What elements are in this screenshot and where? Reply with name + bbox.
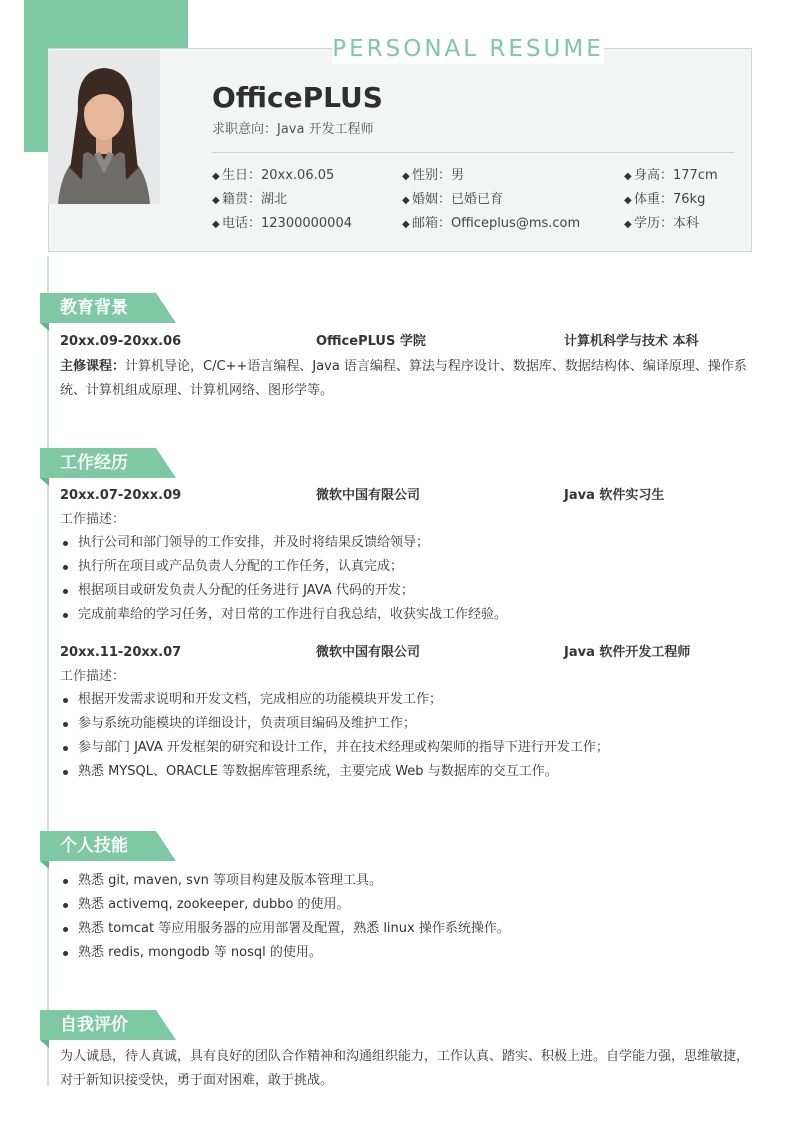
diamond-icon: ◆ xyxy=(624,219,632,230)
job-bullets xyxy=(60,531,760,627)
education-major: 计算机科学与技术 本科 xyxy=(564,334,699,349)
list-item: 执行所在项目或产品负责人分配的工作任务，认真完成； xyxy=(60,555,760,579)
list-item: 根据开发需求说明和开发文档，完成相应的功能模块开发工作； xyxy=(60,688,760,712)
candidate-name: OfficePLUS xyxy=(212,81,383,114)
education-school: OfficePLUS 学院 xyxy=(316,334,426,349)
info-height: ◆ 身高：177cm xyxy=(624,166,718,187)
section-skills-tab xyxy=(40,831,176,861)
section-work-tab xyxy=(40,448,176,478)
diamond-icon: ◆ xyxy=(212,171,220,182)
list-item: 熟悉 git, maven, svn 等项目构建及版本管理工具。 xyxy=(60,869,760,893)
job-date: 20xx.11-20xx.07 xyxy=(60,645,182,660)
info-gender: ◆ 性别：男 xyxy=(402,166,464,187)
info-birthday: ◆ 生日：20xx.06.05 xyxy=(212,166,334,187)
section-skills-heading: 个人技能 xyxy=(60,836,128,856)
self-eval-text: 为人诚恳，待人真诚，具有良好的团队合作精神和沟通组织能力，工作认真、踏实、积极上进。自学能力强，思维敏捷，对于新知识接受快，勇于面对困难，敢于挑战。 xyxy=(60,1049,750,1088)
list-item: 熟悉 MYSQL、ORACLE 等数据库管理系统，主要完成 Web 与数据库的交互工作。 xyxy=(60,760,760,784)
job-company: 微软中国有限公司 xyxy=(316,488,421,503)
job-role: Java 软件实习生 xyxy=(564,488,665,503)
diamond-icon: ◆ xyxy=(212,195,220,206)
resume-title: PERSONAL RESUME xyxy=(332,36,604,62)
section-self-eval-tab xyxy=(40,1010,176,1040)
list-item: 根据项目或研发负责人分配的任务进行 JAVA 代码的开发； xyxy=(60,579,760,603)
list-item: 熟悉 activemq, zookeeper, dubbo 的使用。 xyxy=(60,893,760,917)
list-item: 参与部门 JAVA 开发框架的研究和设计工作，并在技术经理或构架师的指导下进行开发工作； xyxy=(60,736,760,760)
section-education-heading: 教育背景 xyxy=(60,298,128,318)
education-date: 20xx.09-20xx.06 xyxy=(60,334,182,349)
list-item: 熟悉 redis, mongodb 等 nosql 的使用。 xyxy=(60,941,760,965)
job-desc-label: 工作描述： xyxy=(60,669,126,684)
diamond-icon: ◆ xyxy=(402,171,410,182)
info-phone: ◆ 电话：12300000004 xyxy=(212,214,352,235)
diamond-icon: ◆ xyxy=(402,219,410,230)
courses-text: 计算机导论，C/C++语言编程、Java 语言编程、算法与程序设计、数据库、数据结构体、编译原理、操作系统、计算机组成原理、计算机网络、图形学等。 xyxy=(60,359,747,398)
job-role: Java 软件开发工程师 xyxy=(564,645,691,660)
job-desc-label: 工作描述： xyxy=(60,512,126,527)
header-divider xyxy=(212,152,734,153)
diamond-icon: ◆ xyxy=(624,195,632,206)
job-date: 20xx.07-20xx.09 xyxy=(60,488,182,503)
section-education-tab xyxy=(40,293,176,323)
diamond-icon: ◆ xyxy=(402,195,410,206)
diamond-icon: ◆ xyxy=(624,171,632,182)
info-hometown: ◆ 籍贯：湖北 xyxy=(212,190,287,211)
courses-label: 主修课程： xyxy=(60,359,126,374)
section-work-heading: 工作经历 xyxy=(60,453,128,473)
list-item: 完成前辈给的学习任务，对日常的工作进行自我总结，收获实战工作经验。 xyxy=(60,603,760,627)
info-weight: ◆ 体重：76kg xyxy=(624,190,705,211)
education-courses xyxy=(60,355,754,403)
job-company: 微软中国有限公司 xyxy=(316,645,421,660)
portrait-image xyxy=(48,50,160,204)
list-item: 熟悉 tomcat 等应用服务器的应用部署及配置，熟悉 linux 操作系统操作。 xyxy=(60,917,760,941)
section-self-eval-heading: 自我评价 xyxy=(60,1015,128,1035)
job-bullets xyxy=(60,688,760,784)
info-email: ◆ 邮箱：Officeplus@ms.com xyxy=(402,214,580,235)
job-intent: 求职意向：Java 开发工程师 xyxy=(212,122,374,137)
list-item: 参与系统功能模块的详细设计，负责项目编码及维护工作； xyxy=(60,712,760,736)
skills-bullets xyxy=(60,869,760,965)
timeline-line xyxy=(47,256,49,1086)
info-marital: ◆ 婚姻：已婚已育 xyxy=(402,190,503,211)
list-item: 执行公司和部门领导的工作安排，并及时将结果反馈给领导； xyxy=(60,531,760,555)
diamond-icon: ◆ xyxy=(212,219,220,230)
info-education: ◆ 学历：本科 xyxy=(624,214,699,235)
profile-photo xyxy=(48,50,160,204)
